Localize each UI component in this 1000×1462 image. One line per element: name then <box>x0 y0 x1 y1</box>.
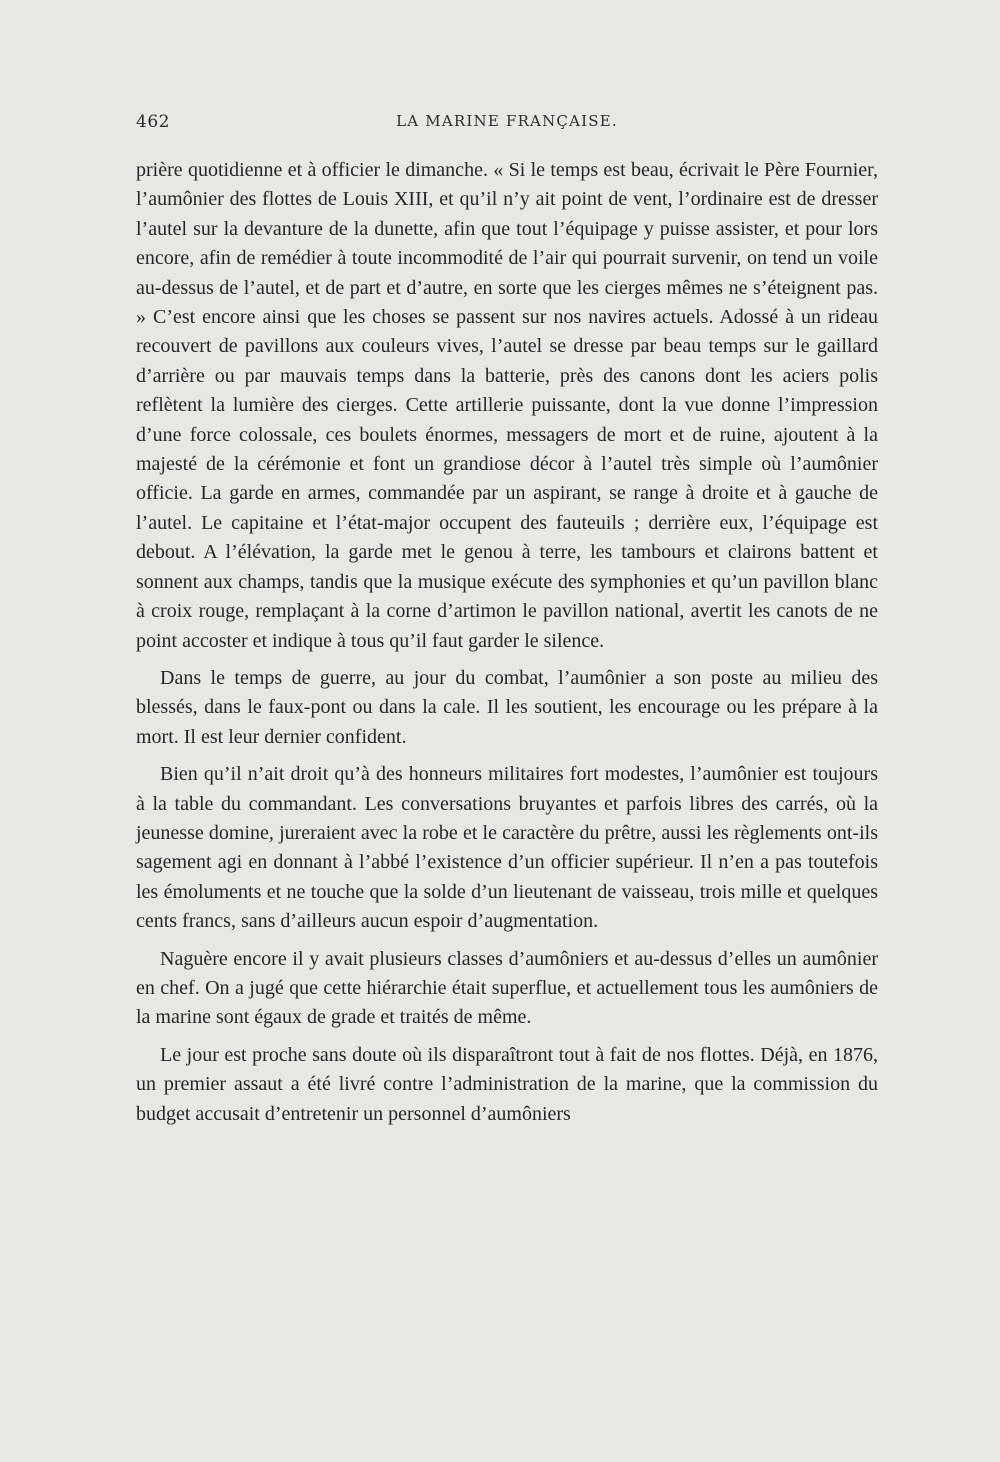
paragraph-3: Bien qu’il n’ait droit qu’à des honneurs militaires fort modestes, l’aumônier est toujours à la table du commandant. Les conversations bruyantes et parfois libres des carrés, où la jeunesse domine, jureraient avec la robe et le caractère du prêtre, aussi les règlements ont-ils sagement agi en donnant à l’abbé l’existence d’un officier supérieur. Il n’en a pas toutefois les émoluments et ne touche que la solde d’un lieutenant de vaisseau, trois mille et quelques cents francs, sans d’ailleurs aucun espoir d’augmentation. <box>136 763 878 933</box>
running-title: LA MARINE FRANÇAISE. <box>396 112 618 130</box>
paragraph-4: Naguère encore il y avait plusieurs classes d’aumôniers et au-dessus d’elles un aumônier en chef. On a jugé que cette hiérarchie était superflue, et actuellement tous les aumôniers de la marine sont égaux de grade et traités de même. <box>136 947 878 1029</box>
paragraph-5: Le jour est proche sans doute où ils disparaîtront tout à fait de nos flottes. Déjà, en 1876, un premier assaut a été livré contre l’administration de la marine, que la commission du budget accusait d’entretenir un personnel d’aumôniers <box>136 1043 878 1125</box>
page-number: 462 <box>136 112 170 132</box>
running-head <box>136 112 878 138</box>
paragraph-2: Dans le temps de guerre, au jour du combat, l’aumônier a son poste au milieu des blessés, dans le faux-pont ou dans la cale. Il les soutient, les encourage ou les prépare à la mort. Il est leur dernier confident. <box>136 666 878 748</box>
paragraph-1: prière quotidienne et à officier le dimanche. « Si le temps est beau, écrivait le Père Fournier, l’aumônier des flottes de Louis XIII, et qu’il n’y ait point de vent, l’ordinaire est de dresser l’autel sur la devanture de la dunette, afin que tout l’équipage y puisse assister, et pour lors encore, afin de remédier à toute incommodité de l’air qui pourrait survenir, on tend un voile au-dessus de l’autel, et de part et d’autre, en sorte que les cierges mêmes ne s’éteignent pas. » C’est encore ainsi que les choses se passent sur nos navires actuels. Adossé à un rideau recouvert de pavillons aux couleurs vives, l’autel se dresse par beau temps sur le gaillard d’arrière ou par mauvais temps dans la batterie, près des canons dont les aciers polis reflètent la lumière des cierges. Cette artillerie puissante, dont la vue donne l’impression d’une force colossale, ces boulets énormes, messagers de mort et de ruine, ajoutent à la majesté de la cérémonie et font un grandiose décor à l’autel très simple où l’aumônier officie. La garde en armes, commandée par un aspirant, se range à droite et à gauche de l’autel. Le capitaine et l’état-major occupent des fauteuils ; derrière eux, l’équipage est debout. A l’élévation, la garde met le genou à terre, les tambours et clairons battent et sonnent aux champs, tandis que la musique exécute des symphonies et qu’un pavillon blanc à croix rouge, remplaçant à la corne d’artimon le pavillon national, avertit les canots de ne point accoster et indique à tous qu’il faut garder le silence. <box>136 159 878 652</box>
body-text <box>136 156 878 1129</box>
